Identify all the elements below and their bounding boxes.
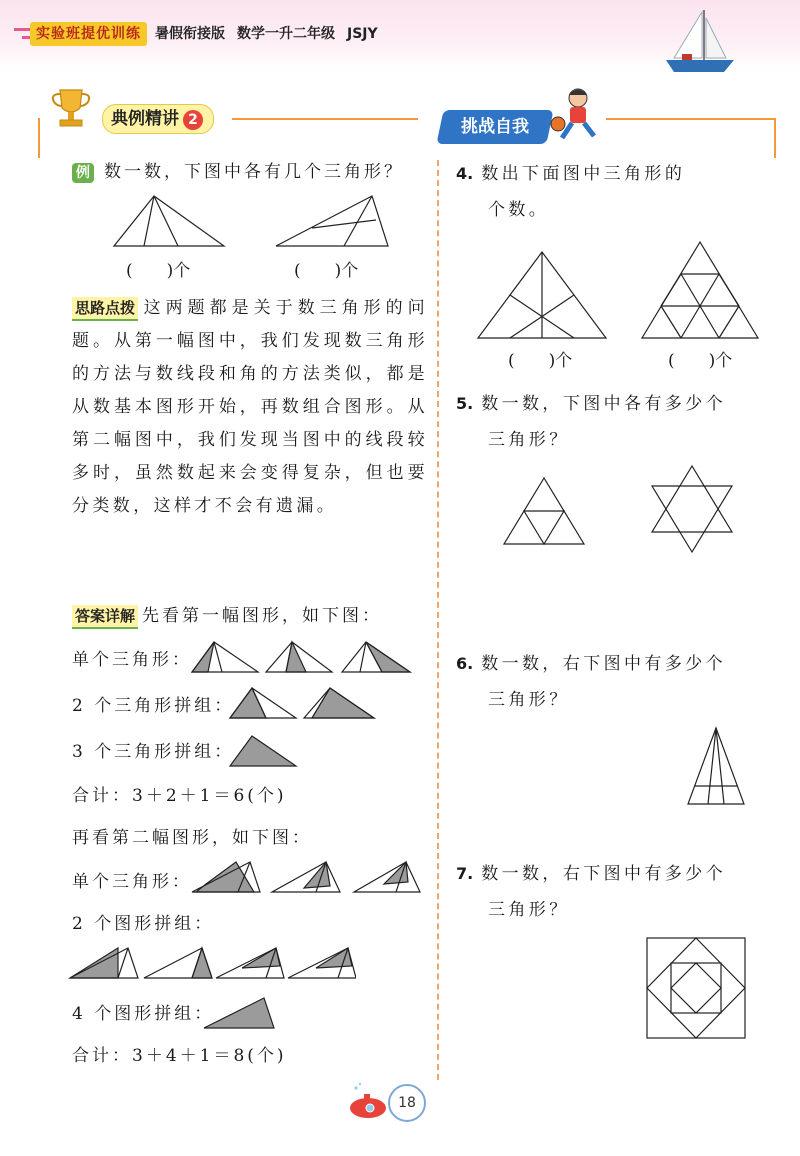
question-5-number: 5. [456, 394, 474, 413]
section-number: 2 [183, 110, 203, 130]
answer-intro [72, 600, 382, 633]
combo-2-figures-1 [226, 686, 378, 722]
question-5-figure-1 [502, 474, 586, 548]
challenge-label-text: 挑战自我 [461, 117, 529, 137]
combo-3-figure-1 [226, 734, 302, 770]
answer-tag: 答案详解 [72, 605, 138, 629]
edition-label: 暑假衔接版 [155, 26, 225, 42]
question-7 [456, 856, 766, 928]
total-1: 合计：3＋2＋1＝6(个) [72, 786, 287, 806]
frame-line [774, 118, 776, 158]
question-5-line-1 [456, 386, 766, 422]
section-line [606, 118, 776, 120]
question-4 [456, 156, 766, 228]
question-7-number: 7. [456, 864, 474, 883]
question-4-number: 4. [456, 164, 474, 183]
question-5-line-2: 三角形？ [488, 430, 570, 450]
question-5-text: 数一数，下图中各有多少个 [481, 394, 727, 414]
combo-2-label-1: 2 个三角形拼组： [72, 696, 235, 716]
question-4-text: 数出下面图中三角形的 [481, 164, 686, 184]
publisher-label: JSJY [347, 26, 378, 42]
question-7-figure [644, 934, 748, 1042]
column-divider [437, 160, 439, 1080]
trophy-icon [48, 86, 94, 130]
question-5-figure-2 [646, 462, 738, 556]
analysis-text: 这两题都是关于数三角形的问题。从第一幅图中，我们发现数三角形的方法与数线段和角的方法类似，都是从数基本图形开始，再数组合图形。从第二幅图中，我们发现当图中的线段较多时，虽然数起来会变得复杂，但也要分类数，这样才不会有遗漏。 [72, 298, 428, 516]
combo-2-label-2: 2 个图形拼组： [72, 914, 215, 934]
example-figure-2 [272, 192, 394, 250]
analysis-tag: 思路点拨 [72, 297, 138, 321]
section-line [232, 118, 418, 120]
question-6-line-2: 三角形？ [488, 690, 570, 710]
question-4-blank-2: ( )个 [668, 351, 733, 371]
combo-2-figures-2 [66, 944, 356, 984]
example-blank-2: ( )个 [294, 261, 359, 281]
question-4-figure-2 [640, 238, 764, 342]
example-blank-1: ( )个 [126, 261, 191, 281]
question-4-blank-1: ( )个 [508, 351, 573, 371]
question-7-line-1 [456, 856, 766, 892]
single-triangles-label-1: 单个三角形： [72, 650, 192, 670]
frame-line [38, 118, 40, 158]
question-7-line-2: 三角形？ [488, 900, 570, 920]
question-6-line-1 [456, 646, 766, 682]
answer-intro-text: 先看第一幅图形，如下图： [142, 606, 383, 626]
question-4-figure-1 [476, 248, 612, 342]
total-2: 合计：3＋4＋1＝8(个) [72, 1046, 287, 1066]
question-6-text: 数一数，右下图中有多少个 [481, 654, 727, 674]
header-decoration [14, 28, 30, 31]
header-title [30, 22, 378, 46]
section-label-text: 典例精讲 [111, 109, 179, 129]
question-4-line-2: 个数。 [488, 200, 550, 220]
combo-3-label-1: 3 个三角形拼组： [72, 742, 235, 762]
question-6-number: 6. [456, 654, 474, 673]
single-triangles-label-2: 单个三角形： [72, 872, 192, 892]
analysis-paragraph [72, 292, 428, 523]
runner-boy-icon [548, 84, 606, 148]
question-7-text: 数一数，右下图中有多少个 [481, 864, 727, 884]
question-5 [456, 386, 766, 458]
page-number: 18 [388, 1084, 426, 1122]
submarine-icon [346, 1082, 390, 1122]
combo-4-label-2: 4 个图形拼组： [72, 1004, 215, 1024]
example-question-text: 数一数，下图中各有几个三角形？ [104, 162, 404, 182]
single-triangles-figures-1 [188, 640, 416, 676]
answer-intro-2: 再看第二幅图形，如下图： [72, 828, 312, 848]
question-6-figure [684, 724, 748, 808]
subject-label: 数学一升二年级 [237, 26, 335, 42]
example-figure-1 [110, 192, 230, 250]
question-6 [456, 646, 766, 718]
sailboat-icon [660, 8, 740, 78]
combo-4-figure-2 [200, 994, 280, 1032]
section-label [102, 104, 214, 134]
question-4-line-1 [456, 156, 766, 192]
example-question [72, 156, 404, 189]
challenge-label [436, 110, 553, 144]
single-triangles-figures-2 [188, 858, 428, 898]
series-badge: 实验班提优训练 [30, 22, 147, 46]
example-badge: 例 [72, 163, 94, 183]
